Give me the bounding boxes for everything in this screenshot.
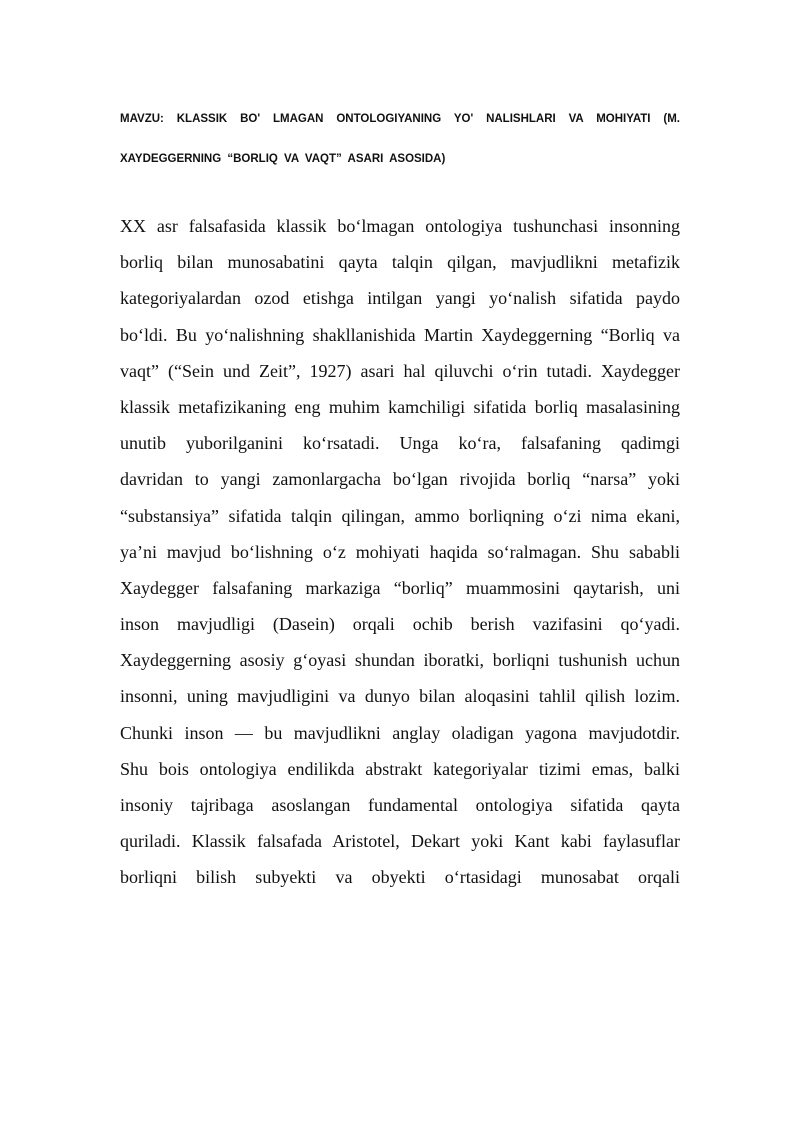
body-line: insonni, uning mavjudligini va dunyo bilan aloqasini tahlil qilish lozim. [120, 686, 680, 707]
body-line: davridan to yangi zamonlargacha bo‘lgan rivojida borliq “narsa” yoki [120, 469, 680, 490]
body-line: borliq bilan munosabatini qayta talqin qilgan, mavjudlikni metafizik [120, 252, 680, 273]
body-line: bo‘ldi. Bu yo‘nalishning shakllanishida Martin Xaydeggerning “Borliq va [120, 324, 680, 345]
body-line: Chunki inson — bu mavjudlikni anglay oladigan yagona mavjudotdir. [120, 722, 680, 743]
body-line: Shu bois ontologiya endilikda abstrakt kategoriyalar tizimi emas, balki [120, 758, 680, 779]
body-line: inson mavjudligi (Dasein) orqali ochib berish vazifasini qo‘yadi. [120, 614, 680, 635]
document-title-line-1: MAVZU: KLASSIK BO' LMAGAN ONTOLOGIYANING YO' NALISHLARI VA MOHIYATI (M. [120, 113, 680, 125]
body-line: borliqni bilish subyekti va obyekti o‘rtasidagi munosabat orqali [120, 867, 680, 888]
body-line: kategoriyalardan ozod etishga intilgan yangi yo‘nalish sifatida paydo [120, 288, 680, 309]
body-line: unutib yuborilganini ko‘rsatadi. Unga ko‘ra, falsafaning qadimgi [120, 433, 680, 454]
body-paragraph [120, 208, 680, 896]
body-line: Xaydegger falsafaning markaziga “borliq” muammosini qaytarish, uni [120, 577, 680, 598]
document-title-line-2: XAYDEGGERNING “BORLIQ VA VAQT” ASARI ASOSIDA) [120, 153, 446, 165]
body-line: vaqt” (“Sein und Zeit”, 1927) asari hal qiluvchi o‘rin tutadi. Xaydegger [120, 360, 680, 381]
body-line: Xaydeggerning asosiy g‘oyasi shundan iboratki, borliqni tushunish uchun [120, 650, 680, 671]
body-line: insoniy tajribaga asoslangan fundamental ontologiya sifatida qayta [120, 795, 680, 815]
body-line: “substansiya” sifatida talqin qilingan, ammo borliqning o‘zi nima ekani, [120, 505, 680, 526]
body-line: klassik metafizikaning eng muhim kamchiligi sifatida borliq masalasining [120, 396, 680, 417]
body-line: quriladi. Klassik falsafada Aristotel, Dekart yoki Kant kabi faylasuflar [120, 831, 680, 852]
body-line: XX asr falsafasida klassik bo‘lmagan ontologiya tushunchasi insonning [120, 216, 680, 236]
body-line: ya’ni mavjud bo‘lishning o‘z mohiyati haqida so‘ralmagan. Shu sababli [120, 541, 680, 562]
